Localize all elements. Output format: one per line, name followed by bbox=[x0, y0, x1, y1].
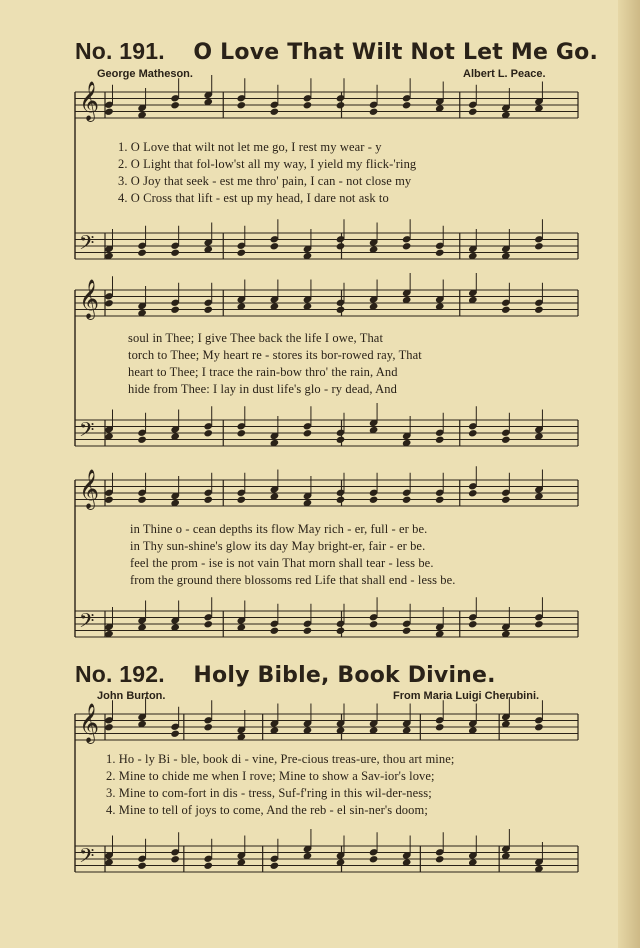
hymn-191-system-2-bass-note bbox=[336, 436, 346, 444]
hymn-191-system-1-bass-note bbox=[402, 242, 412, 250]
hymn-191-system-3-bass-note bbox=[402, 627, 412, 635]
hymn-191-s2-verse-4: hide from Thee: I lay in dust life's glo - ry dead, And bbox=[128, 382, 397, 396]
hymn-192-author: John Burton. bbox=[97, 690, 166, 702]
hymn-191-system-2-treble-note bbox=[104, 299, 114, 307]
hymn-192-s1-verse-2: 2. Mine to chide me when I rove; Mine to show a Sav-ior's love; bbox=[106, 769, 435, 783]
hymn-191-system-2-bass-note bbox=[237, 429, 247, 437]
hymn-192-s1-verse-1: 1. Ho - ly Bi - ble, book di - vine, Pre-cious treas-ure, thou art mine; bbox=[106, 752, 455, 766]
hymn-191-system-1-treble-note bbox=[237, 101, 247, 109]
hymn-192-system-1-bass-note bbox=[203, 862, 213, 870]
hymn-191-system-3-treble-note bbox=[501, 496, 511, 504]
hymn-191-system-3-treble-note bbox=[336, 496, 346, 504]
hymn-191-system-1-bass-note bbox=[534, 242, 544, 250]
hymn-191-system-1-treble-note bbox=[369, 108, 379, 116]
hymn-191-system-3-treble-note bbox=[369, 496, 379, 504]
hymn-191-s3-verse-2: in Thy sun-shine's glow its day May bright-er, fair - er be. bbox=[130, 539, 426, 553]
hymn-191-system-1-treble-note bbox=[303, 101, 313, 109]
hymn-191-s2-verse-3: heart to Thee; I trace the rain-bow thro' the rain, And bbox=[128, 365, 398, 379]
hymn-191-system-1-treble-note bbox=[270, 108, 280, 116]
hymn-191-system-3-bass-note bbox=[203, 620, 213, 628]
hymn-191-system-3-bass-clef-icon: 𝄢 bbox=[79, 609, 95, 637]
hymn-192-system-1-treble-clef-icon: 𝄞 bbox=[79, 703, 100, 743]
hymn-191-number: No. 191. bbox=[75, 38, 165, 64]
hymn-191-system-1-bass-note bbox=[237, 249, 247, 257]
hymn-191-composer: Albert L. Peace. bbox=[463, 68, 546, 80]
hymn-192-system-1-treble-note bbox=[534, 723, 544, 731]
hymn-191-s2-verse-2: torch to Thee; My heart re - stores its bor-rowed ray, That bbox=[128, 348, 422, 362]
hymn-192-system-1-bass-note bbox=[270, 862, 280, 870]
hymn-191-system-3-treble-clef-icon: 𝄞 bbox=[79, 469, 100, 509]
hymn-192-system-1-treble-note bbox=[203, 723, 213, 731]
hymn-191-system-2-bass-clef-icon: 𝄢 bbox=[79, 418, 95, 446]
hymn-191-system-2-treble-note bbox=[203, 306, 213, 314]
hymn-192-name: Holy Bible, Book Divine. bbox=[193, 663, 496, 688]
hymn-191-system-3-bass-note bbox=[369, 620, 379, 628]
hymn-191-s3-verse-4: from the ground there blossoms red Life that shall end - less be. bbox=[130, 573, 456, 587]
hymn-191-system-1-bass-clef-icon: 𝄢 bbox=[79, 231, 95, 259]
hymn-191-system-1-treble-note bbox=[170, 101, 180, 109]
hymn-191-system-3-treble-note bbox=[203, 496, 213, 504]
hymn-191-system-1-bass-note bbox=[137, 249, 147, 257]
hymn-192-system-1-treble-note bbox=[170, 730, 180, 738]
hymn-192-system-1-bass-note bbox=[170, 855, 180, 863]
hymn-191-system-3-treble-note bbox=[137, 496, 147, 504]
hymn-191-system-2-treble-note bbox=[336, 306, 346, 314]
hymn-191-name: O Love That Wilt Not Let Me Go. bbox=[193, 40, 599, 65]
hymn-192-system-1-bass-note bbox=[369, 855, 379, 863]
hymn-191-system-2-bass-note bbox=[203, 429, 213, 437]
hymn-192-system-1-treble-note bbox=[435, 723, 445, 731]
hymn-191-s1-verse-4: 4. O Cross that lift - est up my head, I dare not ask to bbox=[118, 191, 389, 205]
hymn-192-s1-verse-4: 4. Mine to tell of joys to come, And the reb - el sin-ner's doom; bbox=[106, 803, 428, 817]
hymn-191-system-2-bass-note bbox=[501, 436, 511, 444]
hymn-192-system-1-bass-note bbox=[435, 855, 445, 863]
hymn-191-system-2-bass-note bbox=[468, 429, 478, 437]
hymn-191-system-3-bass-note bbox=[303, 627, 313, 635]
hymn-191-s1-verse-1: 1. O Love that wilt not let me go, I rest my wear - y bbox=[118, 140, 382, 154]
hymn-191-system-3-bass-note bbox=[336, 627, 346, 635]
hymn-191-system-2-bass-note bbox=[303, 429, 313, 437]
hymn-191-system-2-bass-note bbox=[435, 436, 445, 444]
hymn-191-system-3-treble-note bbox=[435, 496, 445, 504]
hymn-191-system-1-bass-note bbox=[270, 242, 280, 250]
hymn-191-s2-verse-1: soul in Thee; I give Thee back the life I owe, That bbox=[128, 331, 384, 345]
hymn-191-system-3-treble-note bbox=[237, 496, 247, 504]
hymn-192-composer: From Maria Luigi Cherubini. bbox=[393, 690, 540, 702]
hymn-192-system-1-bass-note bbox=[137, 862, 147, 870]
hymn-191-s1-verse-2: 2. O Light that fol-low'st all my way, I yield my flick-'ring bbox=[118, 157, 417, 171]
hymn-191-system-2-treble-note bbox=[534, 306, 544, 314]
hymn-191-system-1-treble-note bbox=[104, 108, 114, 116]
hymn-191-s3-verse-1: in Thine o - cean depths its flow May rich - er, full - er be. bbox=[130, 522, 428, 536]
hymn-191-system-1-bass-note bbox=[435, 249, 445, 257]
hymn-192-system-1-treble-note bbox=[104, 723, 114, 731]
hymn-191-system-3-bass-note bbox=[468, 620, 478, 628]
hymn-191-system-1-treble-clef-icon: 𝄞 bbox=[79, 81, 100, 121]
hymn-192-s1-verse-3: 3. Mine to com-fort in dis - tress, Suf-f'ring in this wil-der-ness; bbox=[106, 786, 432, 800]
hymn-192-system-1-bass-clef-icon: 𝄢 bbox=[79, 844, 95, 872]
hymn-191-system-3-treble-note bbox=[104, 496, 114, 504]
hymn-191-system-1-treble-note bbox=[402, 101, 412, 109]
hymn-191-s3-verse-3: feel the prom - ise is not vain That morn shall tear - less be. bbox=[130, 556, 434, 570]
hymn-191-s1-verse-3: 3. O Joy that seek - est me thro' pain, I can - not close my bbox=[118, 174, 412, 188]
hymn-191-system-3-bass-note bbox=[534, 620, 544, 628]
hymn-191-author: George Matheson. bbox=[97, 68, 193, 80]
hymn-191-system-2-bass-note bbox=[137, 436, 147, 444]
hymn-191-system-2-treble-note bbox=[501, 306, 511, 314]
hymn-191-system-3-treble-note bbox=[468, 489, 478, 497]
hymn-191-system-1-treble-note bbox=[336, 101, 346, 109]
hymn-191-system-1-bass-note bbox=[336, 242, 346, 250]
hymn-191-system-1-bass-note bbox=[170, 249, 180, 257]
hymn-191-system-3-treble-note bbox=[402, 496, 412, 504]
hymn-191-system-2-treble-clef-icon: 𝄞 bbox=[79, 279, 100, 319]
hymn-191-system-3-bass-note bbox=[270, 627, 280, 635]
hymn-191-system-2-treble-note bbox=[170, 306, 180, 314]
hymn-191-system-1-treble-note bbox=[468, 108, 478, 116]
hymn-192-number: No. 192. bbox=[75, 661, 165, 687]
